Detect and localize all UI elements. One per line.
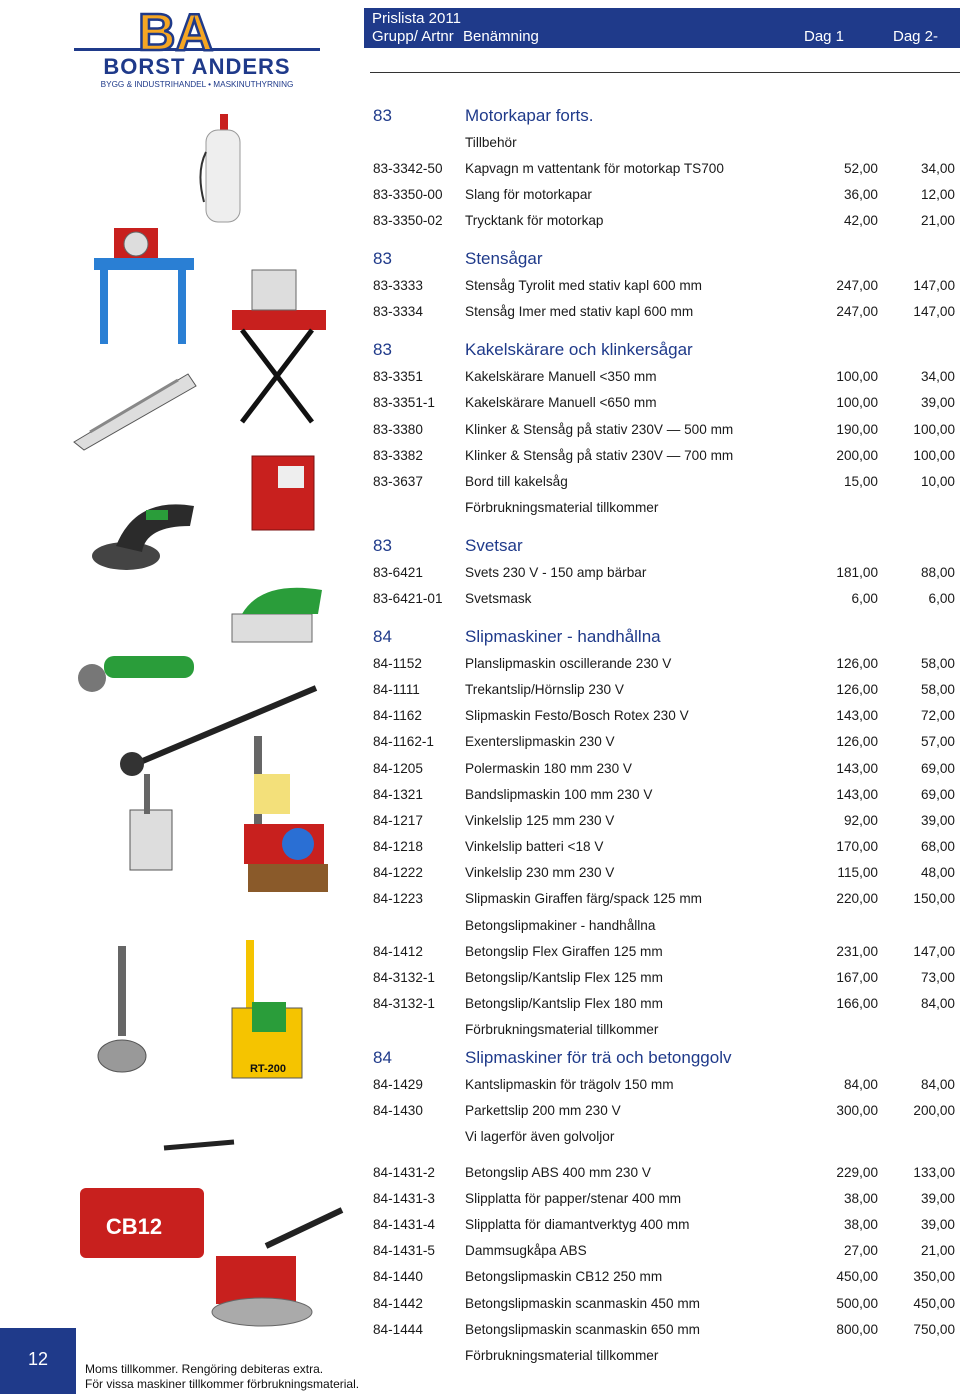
price-day-2: 21,00 xyxy=(920,1243,955,1258)
price-day-2: 57,00 xyxy=(920,734,955,749)
item-name: Kakelskärare Manuell <350 mm xyxy=(465,369,657,384)
item-name: Slipmaskin Festo/Bosch Rotex 230 V xyxy=(465,708,689,723)
item-name: Slipmaskiner för trä och betonggolv xyxy=(465,1048,732,1067)
footer-note-2: För vissa maskiner tillkommer förbrukningsmaterial. xyxy=(85,1377,360,1391)
rt200-grinder-icon xyxy=(222,938,318,1090)
item-name: Vinkelslip 230 mm 230 V xyxy=(465,865,615,880)
price-day-1: 190,00 xyxy=(836,422,878,437)
article-number: 84-1222 xyxy=(373,865,423,880)
price-day-2: 150,00 xyxy=(913,891,955,906)
item-name: Slipplatta för diamantverktyg 400 mm xyxy=(465,1217,690,1232)
article-number: 83 xyxy=(373,536,392,555)
article-number: 84-1412 xyxy=(373,944,423,959)
article-number: 84 xyxy=(373,627,392,646)
article-number: 84-1205 xyxy=(373,761,423,776)
logo-name: BORST ANDERS xyxy=(103,54,291,79)
item-name: Vinkelslip batteri <18 V xyxy=(465,839,604,854)
belt-sander-icon xyxy=(222,570,332,662)
article-number: 83-3382 xyxy=(373,448,423,463)
item-name: Stensågar xyxy=(465,249,543,268)
price-day-2: 58,00 xyxy=(920,682,955,697)
price-day-1: 143,00 xyxy=(836,761,878,776)
price-day-1: 36,00 xyxy=(843,187,878,202)
pump-sprayer-icon xyxy=(196,112,252,224)
price-day-1: 126,00 xyxy=(836,734,878,749)
stone-saw-icon xyxy=(222,266,332,428)
article-number: 84-1444 xyxy=(373,1322,423,1337)
item-name: Parkettslip 200 mm 230 V xyxy=(465,1103,621,1118)
article-number: 84-1162 xyxy=(373,708,422,723)
article-number: 83-3380 xyxy=(373,422,423,437)
price-day-1: 100,00 xyxy=(836,369,878,384)
item-name: Kakelskärare Manuell <650 mm xyxy=(465,395,657,410)
price-day-2: 84,00 xyxy=(920,996,955,1011)
item-name: Betongslip/Kantslip Flex 180 mm xyxy=(465,996,663,1011)
floor-edger-icon xyxy=(110,770,190,894)
item-name: Betongslipmaskin scanmaskin 650 mm xyxy=(465,1322,700,1337)
price-day-1: 143,00 xyxy=(836,787,878,802)
article-number: 84-1152 xyxy=(373,656,422,671)
logo-tagline: BYGG & INDUSTRIHANDEL • MASKINUTHYRNING xyxy=(100,80,294,89)
item-name: Betongslip ABS 400 mm 230 V xyxy=(465,1165,651,1180)
item-name: Betongslipmaskin scanmaskin 450 mm xyxy=(465,1296,700,1311)
price-day-1: 126,00 xyxy=(836,682,878,697)
article-number: 83-3350-00 xyxy=(373,187,443,202)
item-name: Förbrukningsmaterial tillkommer xyxy=(465,1022,659,1037)
item-name: Trekantslip/Hörnslip 230 V xyxy=(465,682,624,697)
price-day-2: 88,00 xyxy=(920,565,955,580)
item-name: Förbrukningsmaterial tillkommer xyxy=(465,1348,659,1363)
price-day-2: 21,00 xyxy=(920,213,955,228)
item-name: Dammsugkåpa ABS xyxy=(465,1243,587,1258)
price-day-1: 450,00 xyxy=(836,1269,878,1284)
item-name: Planslipmaskin oscillerande 230 V xyxy=(465,656,672,671)
price-day-2: 72,00 xyxy=(920,708,955,723)
price-day-1: 6,00 xyxy=(851,591,878,606)
item-name: Stensåg Imer med stativ kapl 600 mm xyxy=(465,304,694,319)
price-day-2: 68,00 xyxy=(920,839,955,854)
item-name: Slipmaskiner - handhållna xyxy=(465,627,661,646)
page-number: 12 xyxy=(0,1328,76,1394)
article-number: 84-1321 xyxy=(373,787,423,802)
tile-cutter-icon xyxy=(70,346,200,452)
price-day-2: 6,00 xyxy=(928,591,955,606)
article-number: 84-1223 xyxy=(373,891,423,906)
price-day-1: 181,00 xyxy=(836,565,878,580)
article-number: 83-3350-02 xyxy=(373,213,443,228)
article-number: 84-3132-1 xyxy=(373,970,435,985)
eccentric-sander-icon xyxy=(86,486,198,578)
article-number: 83-3334 xyxy=(373,304,423,319)
item-name: Förbrukningsmaterial tillkommer xyxy=(465,500,659,515)
price-day-2: 34,00 xyxy=(920,369,955,384)
price-day-2: 84,00 xyxy=(920,1077,955,1092)
price-day-2: 69,00 xyxy=(920,761,955,776)
article-number: 84-1430 xyxy=(373,1103,423,1118)
price-day-2: 147,00 xyxy=(913,278,955,293)
cb12-label: CB12 xyxy=(105,1214,163,1239)
article-number: 84-1440 xyxy=(373,1269,423,1284)
item-name: Betongslip Flex Giraffen 125 mm xyxy=(465,944,663,959)
price-day-1: 500,00 xyxy=(836,1296,878,1311)
item-name: Klinker & Stensåg på stativ 230V — 700 mm xyxy=(465,448,734,463)
price-day-2: 69,00 xyxy=(920,787,955,802)
welder-icon xyxy=(248,452,318,534)
item-name: Svetsar xyxy=(465,536,523,555)
price-day-1: 300,00 xyxy=(836,1103,878,1118)
article-number: 83 xyxy=(373,106,392,125)
drum-sander-icon xyxy=(224,734,334,898)
col-header-day2: Dag 2- xyxy=(893,28,939,45)
price-day-2: 34,00 xyxy=(920,161,955,176)
item-name: Trycktank för motorkap xyxy=(465,213,604,228)
item-name: Bord till kakelsåg xyxy=(465,474,568,489)
item-name: Kapvagn m vattentank för motorkap TS700 xyxy=(465,161,724,176)
article-number: 84-1431-2 xyxy=(373,1165,435,1180)
price-day-2: 10,00 xyxy=(920,474,955,489)
article-number: 83-3351 xyxy=(373,369,423,384)
footer-note-1: Moms tillkommer. Rengöring debiteras extra. xyxy=(85,1362,324,1376)
price-day-2: 12,00 xyxy=(920,187,955,202)
price-day-1: 167,00 xyxy=(836,970,878,985)
price-day-2: 48,00 xyxy=(920,865,955,880)
item-name: Polermaskin 180 mm 230 V xyxy=(465,761,632,776)
item-name: Svetsmask xyxy=(465,591,532,606)
item-name: Betongslipmakiner - handhållna xyxy=(465,918,656,933)
price-day-1: 52,00 xyxy=(843,161,878,176)
item-name: Slipmaskin Giraffen färg/spack 125 mm xyxy=(465,891,702,906)
price-day-2: 147,00 xyxy=(913,944,955,959)
item-name: Svets 230 V - 150 amp bärbar xyxy=(465,565,647,580)
price-day-1: 231,00 xyxy=(836,944,878,959)
price-list-title: Prislista 2011 xyxy=(372,10,461,27)
article-number: 84-1442 xyxy=(373,1296,423,1311)
price-day-2: 450,00 xyxy=(913,1296,955,1311)
item-name: Kantslipmaskin för trägolv 150 mm xyxy=(465,1077,674,1092)
price-day-1: 229,00 xyxy=(836,1165,878,1180)
price-day-2: 147,00 xyxy=(913,304,955,319)
price-day-2: 100,00 xyxy=(913,448,955,463)
item-name: Vinkelslip 125 mm 230 V xyxy=(465,813,615,828)
item-name: Stensåg Tyrolit med stativ kapl 600 mm xyxy=(465,278,702,293)
article-number: 83 xyxy=(373,340,392,359)
price-day-1: 92,00 xyxy=(843,813,878,828)
article-number: 83-6421 xyxy=(373,565,423,580)
price-day-1: 247,00 xyxy=(836,304,878,319)
article-number: 84-1111 xyxy=(373,682,420,697)
col-header-day1: Dag 1 xyxy=(804,28,845,45)
price-day-1: 200,00 xyxy=(836,448,878,463)
price-day-2: 73,00 xyxy=(920,970,955,985)
article-number: 83-3342-50 xyxy=(373,161,443,176)
price-day-2: 750,00 xyxy=(913,1322,955,1337)
price-day-1: 126,00 xyxy=(836,656,878,671)
price-day-2: 39,00 xyxy=(920,813,955,828)
item-name: Betongslip/Kantslip Flex 125 mm xyxy=(465,970,663,985)
article-number: 84-3132-1 xyxy=(373,996,435,1011)
price-day-1: 170,00 xyxy=(836,839,878,854)
article-number: 83-3637 xyxy=(373,474,423,489)
price-day-1: 247,00 xyxy=(836,278,878,293)
price-day-1: 15,00 xyxy=(843,474,878,489)
price-day-1: 143,00 xyxy=(836,708,878,723)
price-day-1: 38,00 xyxy=(843,1191,878,1206)
price-day-2: 350,00 xyxy=(913,1269,955,1284)
article-number: 83-3351-1 xyxy=(373,395,435,410)
price-day-1: 220,00 xyxy=(836,891,878,906)
price-day-1: 800,00 xyxy=(836,1322,878,1337)
item-name: Slipplatta för papper/stenar 400 mm xyxy=(465,1191,682,1206)
item-name: Kakelskärare och klinkersågar xyxy=(465,340,693,359)
article-number: 84-1429 xyxy=(373,1077,423,1092)
article-number: 84 xyxy=(373,1048,392,1067)
price-day-2: 39,00 xyxy=(920,395,955,410)
tile-saw-icon xyxy=(84,222,202,346)
col-header-code: Grupp/ Artnr xyxy=(372,28,454,45)
item-name: Vi lagerför även golvoljor xyxy=(465,1129,615,1144)
article-number: 83-3333 xyxy=(373,278,423,293)
rt200-label: RT-200 xyxy=(249,1063,287,1075)
article-number: 84-1431-3 xyxy=(373,1191,435,1206)
article-number: 84-1218 xyxy=(373,839,423,854)
price-day-1: 27,00 xyxy=(843,1243,878,1258)
article-number: 84-1162-1 xyxy=(373,734,434,749)
floor-polisher-icon xyxy=(96,944,150,1078)
price-day-2: 133,00 xyxy=(913,1165,955,1180)
price-day-2: 58,00 xyxy=(920,656,955,671)
price-day-1: 42,00 xyxy=(843,213,878,228)
item-name: Exenterslipmaskin 230 V xyxy=(465,734,615,749)
price-day-1: 166,00 xyxy=(836,996,878,1011)
price-day-1: 115,00 xyxy=(837,865,878,880)
item-name: Bandslipmaskin 100 mm 230 V xyxy=(465,787,653,802)
col-header-name: Benämning xyxy=(463,28,539,45)
price-day-1: 38,00 xyxy=(843,1217,878,1232)
item-name: Klinker & Stensåg på stativ 230V — 500 mm xyxy=(465,422,734,437)
article-number: 83 xyxy=(373,249,392,268)
article-number: 84-1431-5 xyxy=(373,1243,435,1258)
scanmaskin-icon xyxy=(206,1206,346,1330)
price-day-2: 200,00 xyxy=(913,1103,955,1118)
article-number: 84-1431-4 xyxy=(373,1217,435,1232)
logo-letters: BA xyxy=(138,4,214,62)
price-day-2: 100,00 xyxy=(913,422,955,437)
article-number: 83-6421-01 xyxy=(373,591,443,606)
article-number: 84-1217 xyxy=(373,813,423,828)
price-day-1: 84,00 xyxy=(843,1077,878,1092)
item-name: Slang för motorkapar xyxy=(465,187,592,202)
item-name: Tillbehör xyxy=(465,135,517,150)
item-name: Motorkapar forts. xyxy=(465,106,594,125)
item-name: Betongslipmaskin CB12 250 mm xyxy=(465,1269,663,1284)
price-day-2: 39,00 xyxy=(920,1191,955,1206)
price-day-1: 100,00 xyxy=(836,395,878,410)
price-day-2: 39,00 xyxy=(920,1217,955,1232)
